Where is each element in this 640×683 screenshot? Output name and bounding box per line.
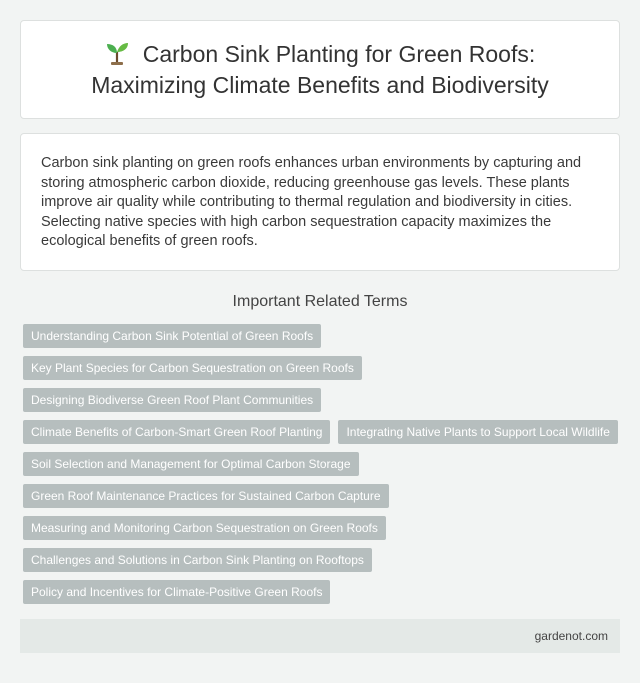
intro-text: Carbon sink planting on green roofs enhances urban environments by capturing and storing atmospheric carbon dioxide, reducing greenhouse gas levels. These plants improve air quality while contributing to thermal regulation and biodiversity in cities. Selecting native species with high carbon sequestration capacity maximizes the ecological benefits of green roofs. bbox=[41, 155, 582, 249]
term-row bbox=[23, 420, 623, 452]
footer bbox=[20, 619, 620, 653]
page-title bbox=[91, 39, 549, 101]
title-card bbox=[20, 20, 620, 119]
intro-card bbox=[20, 133, 620, 271]
term-row bbox=[23, 484, 623, 516]
term-tag[interactable]: Understanding Carbon Sink Potential of Green Roofs bbox=[23, 324, 321, 348]
term-tag[interactable]: Climate Benefits of Carbon-Smart Green Roof Planting bbox=[23, 420, 330, 444]
sprout-icon bbox=[105, 40, 129, 66]
term-tag[interactable]: Challenges and Solutions in Carbon Sink Planting on Rooftops bbox=[23, 548, 372, 572]
term-tag[interactable]: Integrating Native Plants to Support Local Wildlife bbox=[338, 420, 617, 444]
term-row bbox=[23, 548, 623, 580]
term-row bbox=[23, 580, 623, 612]
term-row bbox=[23, 516, 623, 548]
term-row bbox=[23, 452, 623, 484]
term-tag[interactable]: Policy and Incentives for Climate-Positive Green Roofs bbox=[23, 580, 330, 604]
title-line-2: Maximizing Climate Benefits and Biodiversity bbox=[91, 71, 549, 98]
term-tag[interactable]: Designing Biodiverse Green Roof Plant Communities bbox=[23, 388, 321, 412]
title-line-1: Carbon Sink Planting for Green Roofs: bbox=[142, 40, 536, 67]
related-terms-list bbox=[23, 324, 623, 612]
term-tag[interactable]: Soil Selection and Management for Optimal Carbon Storage bbox=[23, 452, 359, 476]
term-tag[interactable]: Key Plant Species for Carbon Sequestration on Green Roofs bbox=[23, 356, 362, 380]
term-row bbox=[23, 356, 623, 388]
footer-site-link[interactable]: gardenot.com bbox=[534, 629, 608, 643]
related-terms-heading: Important Related Terms bbox=[232, 293, 408, 310]
term-tag[interactable]: Measuring and Monitoring Carbon Sequestration on Green Roofs bbox=[23, 516, 386, 540]
term-row bbox=[23, 324, 623, 356]
term-row bbox=[23, 388, 623, 420]
term-tag[interactable]: Green Roof Maintenance Practices for Sustained Carbon Capture bbox=[23, 484, 389, 508]
